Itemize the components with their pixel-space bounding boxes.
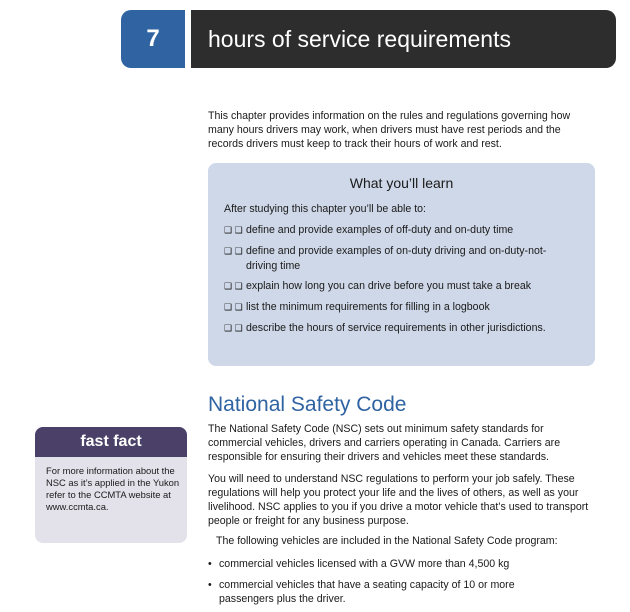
intro-paragraph: This chapter provides information on the rules and regulations governing how many hours drivers may work, when drivers must have rest periods and the records drivers must keep to track their hours of work and rest. bbox=[208, 110, 571, 150]
list-item-text: commercial vehicles licensed with a GVW more than 4,500 kg bbox=[219, 558, 510, 570]
fast-fact-text: For more information about the NSC as it’s applied in the Yukon refer to the CCMTA website at www.ccmta.ca. bbox=[46, 465, 180, 512]
list-item-text: commercial vehicles that have a seating capacity of 10 or more passengers plus the driver. bbox=[219, 579, 515, 605]
nsc-paragraph-2: You will need to understand NSC regulations to perform your job safely. These regulations will help you protect your life and the lives of others, as well as your livelihood. NSC applies to you if you drive a motor vehicle that’s used to transport people or freight for any business purpose. bbox=[208, 473, 589, 527]
learn-item bbox=[224, 223, 579, 238]
list-item bbox=[208, 578, 598, 606]
checkbox-icon: ❑ ❑ bbox=[224, 302, 243, 312]
checkbox-icon: ❑ ❑ bbox=[224, 323, 243, 333]
bullet-icon: • bbox=[208, 579, 212, 591]
list-item bbox=[208, 557, 598, 571]
nsc-paragraph-3: The following vehicles are included in the National Safety Code program: bbox=[216, 535, 558, 547]
learn-item bbox=[224, 279, 579, 294]
fast-fact-box bbox=[35, 427, 187, 543]
learn-item bbox=[224, 300, 579, 315]
learn-item-text: define and provide examples of off-duty and on-duty time bbox=[246, 224, 514, 236]
chapter-title-text: hours of service requirements bbox=[208, 25, 511, 52]
checkbox-icon: ❑ ❑ bbox=[224, 281, 243, 291]
learn-item-text: describe the hours of service requirements in other jurisdictions. bbox=[246, 322, 546, 334]
section-heading: National Safety Code bbox=[208, 393, 407, 416]
learn-title: What you’ll learn bbox=[349, 175, 454, 191]
chapter-number: 7 bbox=[121, 10, 185, 68]
chapter-title bbox=[191, 10, 616, 68]
learn-lead: After studying this chapter you’ll be able to: bbox=[224, 203, 426, 215]
learning-objectives-box bbox=[208, 163, 595, 366]
learn-item-text: define and provide examples of on-duty driving and on-duty-not-driving time bbox=[246, 245, 547, 272]
learn-item-text: list the minimum requirements for filling in a logbook bbox=[246, 301, 490, 313]
checkbox-icon: ❑ ❑ bbox=[224, 246, 243, 256]
learn-item bbox=[224, 244, 579, 274]
fast-fact-title: fast fact bbox=[35, 427, 187, 457]
learn-item bbox=[224, 321, 579, 336]
checkbox-icon: ❑ ❑ bbox=[224, 225, 243, 235]
nsc-paragraph-1: The National Safety Code (NSC) sets out minimum safety standards for commercial vehicles, drivers and carriers operating in Canada. Carriers are responsible for ensuring their drivers and vehicles meet these standards. bbox=[208, 423, 561, 463]
bullet-icon: • bbox=[208, 558, 212, 570]
learn-item-text: explain how long you can drive before you must take a break bbox=[246, 280, 532, 292]
